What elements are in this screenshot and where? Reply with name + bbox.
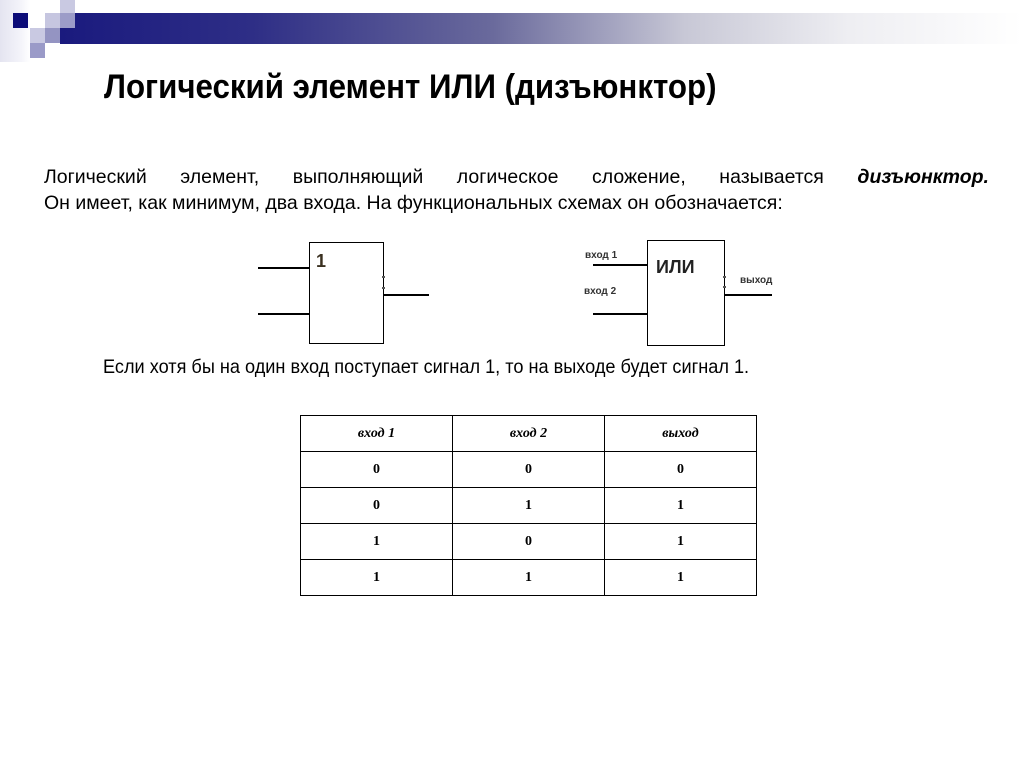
decor-square bbox=[45, 28, 60, 43]
table-row bbox=[301, 488, 757, 524]
table-cell: 1 bbox=[605, 488, 757, 524]
table-row bbox=[301, 560, 757, 596]
word: называется bbox=[719, 166, 824, 188]
gate-box bbox=[309, 242, 384, 344]
truth-table bbox=[300, 415, 757, 596]
table-cell: 0 bbox=[301, 452, 453, 488]
table-cell: 1 bbox=[605, 524, 757, 560]
table-cell: 1 bbox=[453, 488, 605, 524]
intro-paragraph bbox=[44, 164, 992, 216]
table-cell: 0 bbox=[301, 488, 453, 524]
table-cell: 0 bbox=[453, 524, 605, 560]
header-cell: вход 1 bbox=[301, 416, 453, 452]
table-cell: 1 bbox=[453, 560, 605, 596]
decor-square bbox=[30, 43, 45, 58]
header-gradient-bar bbox=[60, 13, 1022, 44]
word: сложение, bbox=[591, 166, 686, 188]
input-2-label: вход 2 bbox=[584, 286, 617, 297]
pin-tick bbox=[382, 276, 385, 278]
table-row bbox=[301, 452, 757, 488]
rule-sentence: Если хотя бы на один вход поступает сигнал 1, то на выходе будет сигнал 1. bbox=[103, 356, 750, 378]
gate-symbol: 1 bbox=[316, 251, 327, 271]
input-wire-1 bbox=[258, 267, 310, 269]
table-cell: 0 bbox=[605, 452, 757, 488]
decor-square bbox=[30, 28, 45, 43]
output-wire bbox=[724, 294, 772, 296]
word: выполняющий bbox=[292, 166, 424, 188]
table-row bbox=[301, 524, 757, 560]
decor-square bbox=[13, 13, 28, 28]
pin-tick bbox=[382, 287, 385, 289]
header-cell: вход 2 bbox=[453, 416, 605, 452]
decor-square bbox=[45, 13, 60, 28]
pin-tick bbox=[723, 276, 726, 278]
table-cell: 1 bbox=[301, 524, 453, 560]
table-cell: 0 bbox=[453, 452, 605, 488]
output-label: выход bbox=[740, 275, 773, 286]
term-disjunctor: дизъюнктор. bbox=[857, 166, 989, 188]
decor-left-fade bbox=[0, 0, 30, 62]
table-cell: 1 bbox=[605, 560, 757, 596]
slide-title: Логический элемент ИЛИ (дизъюнктор) bbox=[104, 68, 717, 106]
gate-symbol: ИЛИ bbox=[656, 257, 695, 277]
input-1-label: вход 1 bbox=[585, 250, 618, 261]
gate-box bbox=[647, 240, 725, 346]
paragraph-line-1 bbox=[44, 164, 989, 190]
input-wire-2 bbox=[593, 313, 648, 315]
input-wire-2 bbox=[258, 313, 310, 315]
word: логическое bbox=[456, 166, 559, 188]
word: Логический bbox=[44, 166, 147, 188]
pin-tick bbox=[723, 286, 726, 288]
table-cell: 1 bbox=[301, 560, 453, 596]
table-header-row bbox=[301, 416, 757, 452]
word: элемент, bbox=[180, 166, 260, 188]
decor-square bbox=[60, 13, 75, 28]
header-cell: выход bbox=[605, 416, 757, 452]
paragraph-line-2: Он имеет, как минимум, два входа. На функциональных схемах он обозначается: bbox=[44, 192, 783, 214]
output-wire bbox=[383, 294, 429, 296]
input-wire-1 bbox=[593, 264, 648, 266]
